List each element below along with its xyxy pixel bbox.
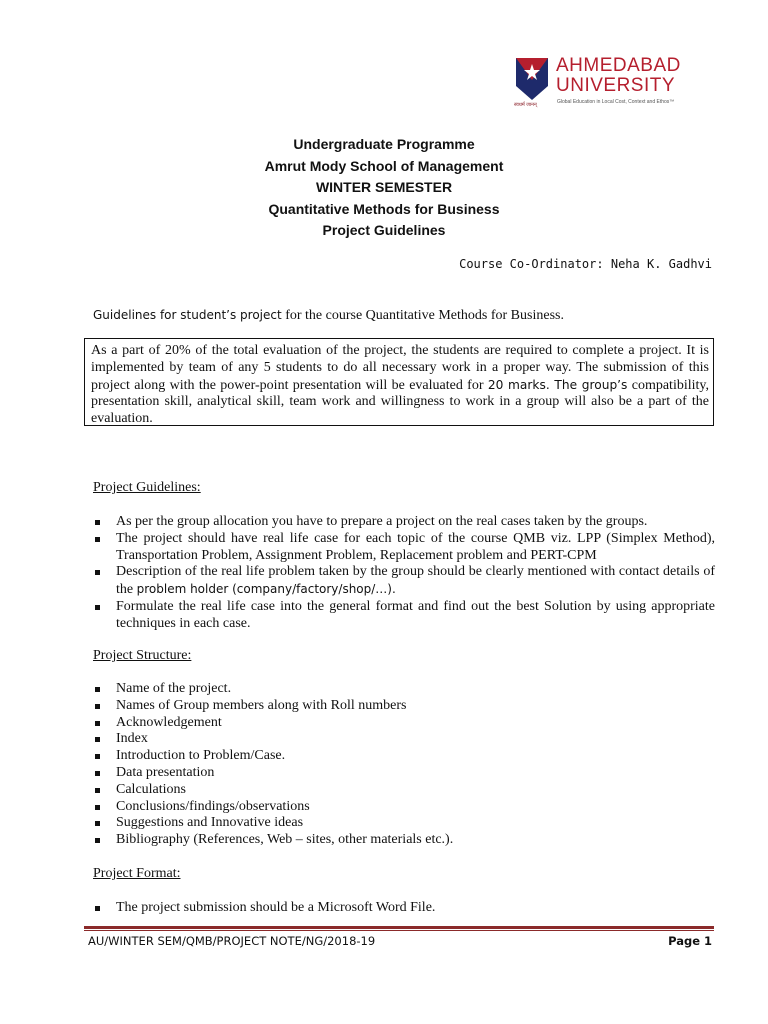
list-item: Names of Group members along with Roll numbers [93, 698, 715, 715]
bullet-icon [95, 737, 100, 742]
guidelines-heading: Project Guidelines: [93, 480, 201, 495]
structure-list [93, 681, 715, 849]
list-item: Data presentation [93, 765, 715, 782]
university-logo [512, 56, 712, 112]
bullet-icon [95, 687, 100, 692]
list-item: The project should have real life case for each topic of the course QMB viz. LPP (Simplex Method), Transportation Problem, Assignment Problem, Replacement problem and PERT-CPM [93, 531, 715, 565]
bullet-icon [95, 537, 100, 542]
programme-title: Undergraduate Programme [293, 136, 475, 152]
bullet-icon [95, 838, 100, 843]
coordinator-label: Course Co-Ordinator: [459, 257, 604, 271]
logo-tagline: Global Education in Local Cost, Context and Ethos™ [557, 99, 675, 105]
footer-divider [84, 926, 714, 929]
school-title: Amrut Mody School of Management [264, 157, 504, 174]
format-heading: Project Format: [93, 866, 181, 881]
bullet-icon [95, 605, 100, 610]
list-item: Index [93, 731, 715, 748]
document-title: Project Guidelines [322, 222, 446, 238]
document-title-block [0, 134, 768, 242]
list-item: Acknowledgement [93, 715, 715, 732]
list-item: Calculations [93, 782, 715, 799]
bullet-icon [95, 771, 100, 776]
logo-motto: स्वधर्मं जानन् [514, 102, 537, 108]
guidelines-list [93, 514, 715, 633]
box-text-2: 20 marks. The group’s [487, 377, 628, 392]
bullet-icon [95, 704, 100, 709]
intro-part-1: Guidelines for student’s project [93, 308, 282, 322]
logo-line-2: UNIVERSITY [556, 75, 676, 96]
bullet-icon [95, 570, 100, 575]
bullet-icon [95, 805, 100, 810]
bullet-icon [95, 520, 100, 525]
coordinator-name: Neha K. Gadhvi [610, 257, 712, 271]
bullet-icon [95, 721, 100, 726]
semester-title: WINTER SEMESTER [315, 179, 453, 195]
bullet-icon [95, 821, 100, 826]
bullet-icon [95, 754, 100, 759]
footer-page-number: Page 1 [668, 934, 712, 948]
footer-document-code: AU/WINTER SEM/QMB/PROJECT NOTE/NG/2018-19 [88, 934, 376, 948]
box-text-1: As a part of 20% of the total evaluation of the project, the students are required to complete a project. It is implemented by team of any 5 students to do all necessary work in a proper way. The submission of this project along with the power-point presentation will be evaluated for [91, 343, 709, 393]
bullet-icon [95, 906, 100, 911]
logo-line-1: AHMEDABAD [556, 55, 681, 76]
list-item: The project submission should be a Microsoft Word File. [93, 900, 715, 917]
list-item: Formulate the real life case into the general format and find out the best Solution by using appropriate techniques in each case. [93, 599, 715, 633]
bullet-icon [95, 788, 100, 793]
intro-paragraph [93, 308, 564, 324]
list-item: Suggestions and Innovative ideas [93, 815, 715, 832]
footer-divider-thin [84, 930, 714, 931]
list-item: As per the group allocation you have to prepare a project on the real cases taken by the groups. [93, 514, 715, 531]
course-coordinator [459, 257, 712, 271]
list-item: Name of the project. [93, 681, 715, 698]
list-item: Description of the real life problem taken by the group should be clearly mentioned with contact details of the problem holder (company/factory/shop/…). [93, 564, 715, 599]
list-item: Bibliography (References, Web – sites, other materials etc.). [93, 832, 715, 849]
format-list [93, 900, 715, 917]
list-item: Conclusions/findings/observations [93, 799, 715, 816]
evaluation-box [84, 338, 714, 426]
intro-part-2: for the course Quantitative Methods for Business. [281, 308, 564, 323]
course-title: Quantitative Methods for Business [268, 200, 500, 217]
list-item: Introduction to Problem/Case. [93, 748, 715, 765]
structure-heading: Project Structure: [93, 648, 192, 663]
box-text-3: compatibility, presentation skill, analytical skill, team work and willingness to work in a group will also be a part of the evaluation. [91, 377, 709, 427]
